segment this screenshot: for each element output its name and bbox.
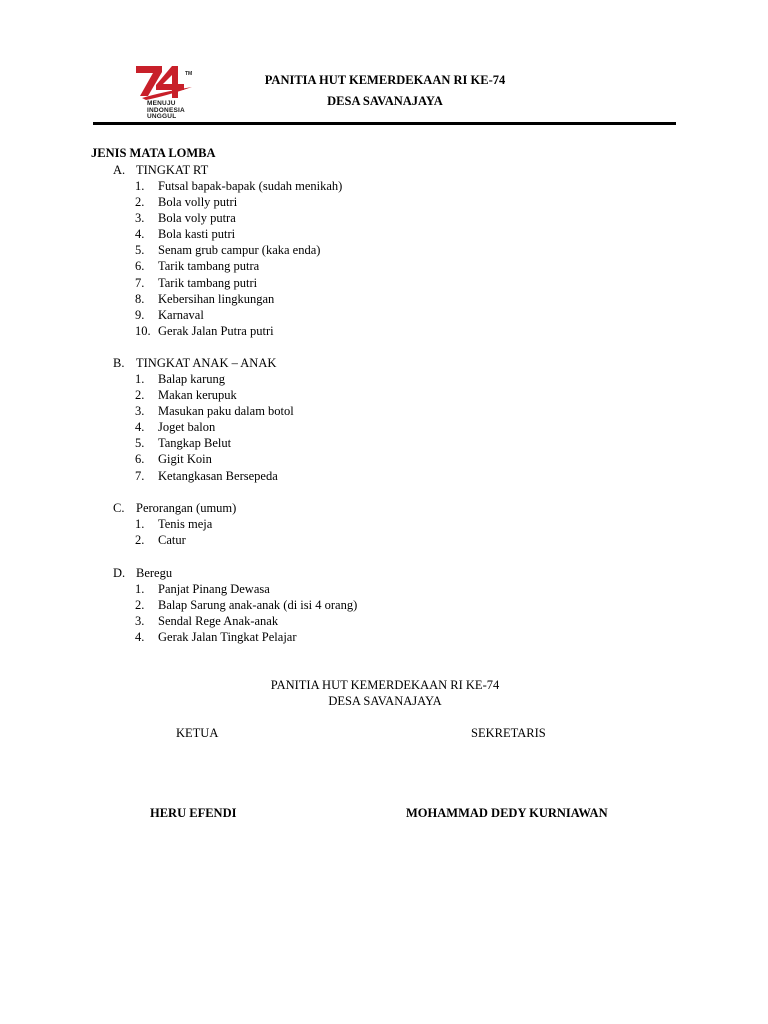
list-item: 5. Senam grub campur (kaka enda) [135,243,321,258]
group-title [113,565,357,581]
list-item: 2. Catur [135,533,186,548]
signature-name-ketua: HERU EFENDI [150,806,237,820]
list-item: 1. Tenis meja [135,517,213,531]
list-item: 3. Bola voly putra [135,211,236,226]
group-tingkat-rt [113,162,342,339]
signature-role-ketua: KETUA [176,726,219,740]
footer-committee-line2: DESA SAVANAJAYA [328,694,442,708]
list-item: 3. Sendal Rege Anak-anak [135,614,279,629]
list-item: 1. Balap karung [135,372,225,386]
list-item: 2. Makan kerupuk [135,388,237,403]
group-tingkat-anak [113,355,294,484]
group-title-text: TINGKAT RT [136,163,209,177]
list-item: 1. Futsal bapak-bapak (sudah menikah) [135,179,343,193]
section-heading: JENIS MATA LOMBA [91,146,216,160]
list-item: 8. Kebersihan lingkungan [135,291,275,306]
list-item: 4. Gerak Jalan Tingkat Pelajar [135,630,297,645]
group-beregu [113,565,357,645]
list-item: 6. Tarik tambang putra [135,259,260,274]
group-title [113,162,342,178]
group-marker: B. [113,356,125,370]
header-title-line2: DESA SAVANAJAYA [327,94,443,108]
group-title [113,500,236,516]
group-title-text: Beregu [136,566,173,580]
list-item: 4. Bola kasti putri [135,227,236,242]
group-perorangan [113,500,236,548]
group-title-text: TINGKAT ANAK – ANAK [136,356,277,370]
logo-caption-line: MENUJU [147,100,176,107]
group-title [113,355,294,371]
signature-name-sekretaris: MOHAMMAD DEDY KURNIAWAN [406,806,608,820]
svg-text:TM: TM [185,71,193,77]
list-item: 3. Masukan paku dalam botol [135,404,294,419]
list-item: 2. Balap Sarung anak-anak (di isi 4 orang) [135,598,358,613]
signature-role-sekretaris: SEKRETARIS [471,726,546,740]
list-item: 9. Karnaval [135,307,204,322]
list-item: 7. Ketangkasan Bersepeda [135,468,278,483]
group-marker: C. [113,501,125,515]
logo-caption-line: INDONESIA [147,106,185,114]
list-item: 6. Gigit Koin [135,452,212,467]
group-marker: A. [113,163,126,177]
list-item: 2. Bola volly putri [135,195,238,210]
group-marker: D. [113,566,126,580]
list-item: 5. Tangkap Belut [135,436,232,451]
group-title-text: Perorangan (umum) [136,501,237,515]
header-divider [93,122,676,125]
logo-caption [147,101,185,121]
header-title-line1: PANITIA HUT KEMERDEKAAN RI KE-74 [264,73,506,87]
list-item: 4. Joget balon [135,420,216,435]
list-item: 10. Gerak Jalan Putra putri [135,323,274,338]
footer-committee-line1: PANITIA HUT KEMERDEKAAN RI KE-74 [270,678,500,692]
logo-caption-line: UNGGUL [147,113,177,120]
list-item: 1. Panjat Pinang Dewasa [135,582,270,596]
list-item: 7. Tarik tambang putri [135,275,258,290]
